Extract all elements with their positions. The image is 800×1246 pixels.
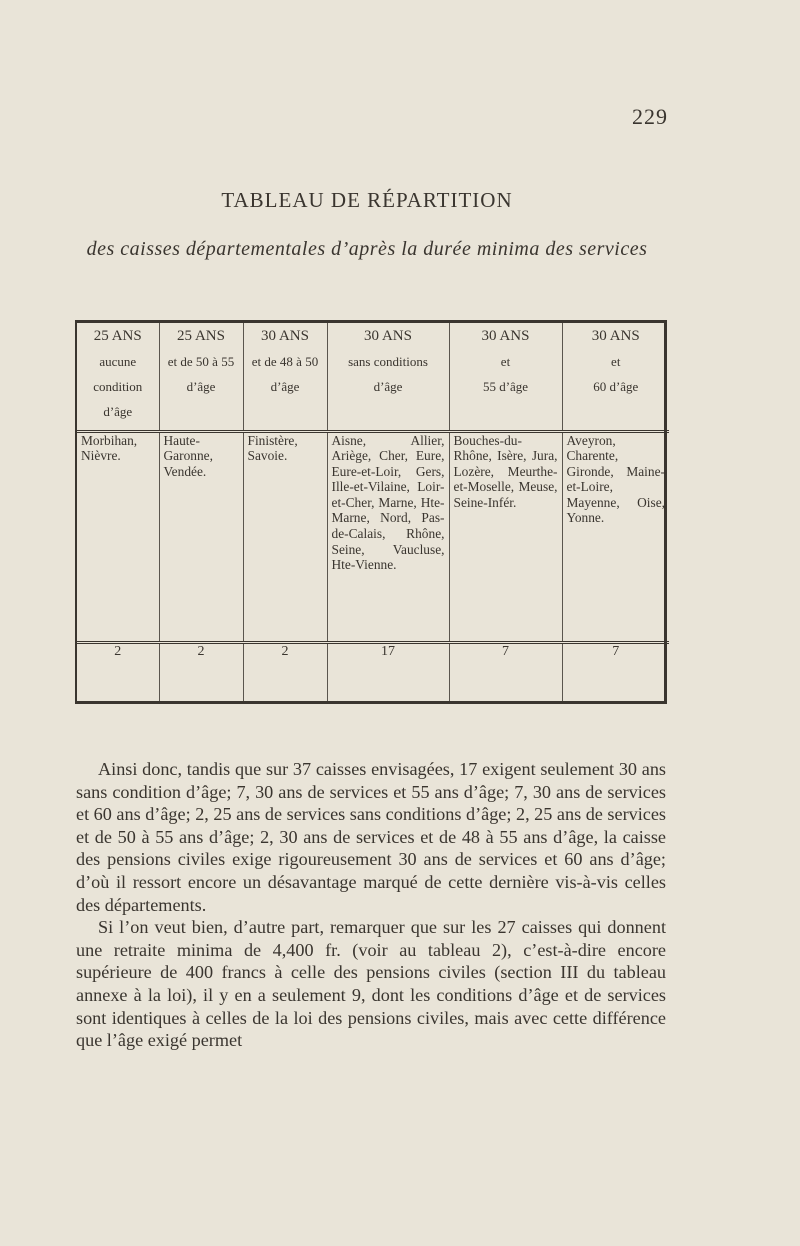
column-header: [243, 323, 327, 431]
body-text: [76, 758, 666, 1052]
header-line-3: 55 d’âge: [482, 379, 529, 394]
count-cell: 2: [243, 642, 327, 701]
count-cell: 7: [449, 642, 562, 701]
header-line-1: 25 ANS: [93, 328, 142, 344]
header-line-3: d’âge: [186, 379, 216, 394]
header-line-2: et de 48 à 50: [251, 354, 319, 369]
page-title: TABLEAU DE RÉPARTITION: [221, 188, 513, 212]
header-line-2: et: [500, 354, 511, 369]
header-line-2: et: [611, 354, 621, 369]
count-cell: 2: [159, 642, 243, 701]
departments-cell: Aveyron, Charente, Gironde, Maine-et-Loire, Mayenne, Oise, Yonne.: [562, 431, 669, 642]
count-cell: 7: [562, 642, 669, 701]
departments-cell: Haute-Garonne, Vendée.: [159, 431, 243, 642]
header-line-3: d’âge: [103, 404, 133, 419]
header-line-1: 30 ANS: [481, 328, 530, 344]
departments-cell: Morbihan, Nièvre.: [77, 431, 159, 642]
header-line-1: 30 ANS: [364, 328, 412, 344]
table-header-row: [77, 323, 669, 431]
header-line-2: et de 50 à 55: [167, 354, 235, 369]
page-number: 229: [632, 104, 668, 129]
header-line-2: aucune condition: [93, 354, 143, 394]
departments-cell: Bouches-du-Rhône, Isère, Jura, Lozère, Meurthe-et-Moselle, Meuse, Seine-Infér.: [449, 431, 562, 642]
paragraph: Si l’on veut bien, d’autre part, remarquer que sur les 27 caisses qui donnent une retraite minima de 4,400 fr. (voir au tableau 2), c’est-à-dire encore supérieure de 400 francs à celle des pensions civiles (section III du tableau annexe à la loi), il y en a seulement 9, dont les conditions d’âge et de services sont identiques à celles de la loi des pensions civiles, mais avec cette différence que l’âge exigé permet: [76, 917, 666, 1051]
column-header: [562, 323, 669, 431]
header-line-1: 30 ANS: [261, 328, 309, 344]
repartition-table: [75, 320, 667, 704]
departments-cell: Finistère, Savoie.: [243, 431, 327, 642]
header-line-3: d’âge: [373, 379, 403, 394]
paragraph: Ainsi donc, tandis que sur 37 caisses envisagées, 17 exigent seulement 30 ans sans condition d’âge; 7, 30 ans de services et 55 ans d’âge; 7, 30 ans de services et 60 ans d’âge; 2, 25 ans de services sans conditions d’âge; 2, 25 ans de services et de 50 à 55 ans d’âge; 2, 30 ans de services et de 48 à 55 ans d’âge, la caisse des pensions civiles exige rigoureusement 30 ans de services et 60 ans d’âge; d’où il ressort encore un désavantage marqué de cette dernière vis-à-vis celles des départements.: [76, 759, 666, 915]
page-subtitle: des caisses départementales d’après la durée minima des services: [86, 238, 648, 260]
count-cell: 2: [114, 643, 122, 659]
header-line-3: d’âge: [270, 379, 300, 394]
column-header: [327, 323, 449, 431]
departments-row: [77, 431, 669, 642]
header-line-1: 25 ANS: [177, 328, 225, 344]
column-header: [449, 323, 562, 431]
departments-cell: Aisne, Allier, Ariège, Cher, Eure, Eure-et-Loir, Gers, Ille-et-Vilaine, Loir-et-Cher, Marne, Hte-Marne, Nord, Pas-de-Calais, Rhône, Seine, Vaucluse, Hte-Vienne.: [327, 431, 449, 642]
counts-row: [77, 642, 669, 701]
column-header: [77, 323, 159, 431]
header-line-2: sans conditions: [348, 354, 428, 369]
column-header: [159, 323, 243, 431]
count-cell: 17: [327, 642, 449, 701]
header-line-3: 60 d’âge: [593, 379, 639, 394]
header-line-1: 30 ANS: [591, 328, 640, 344]
